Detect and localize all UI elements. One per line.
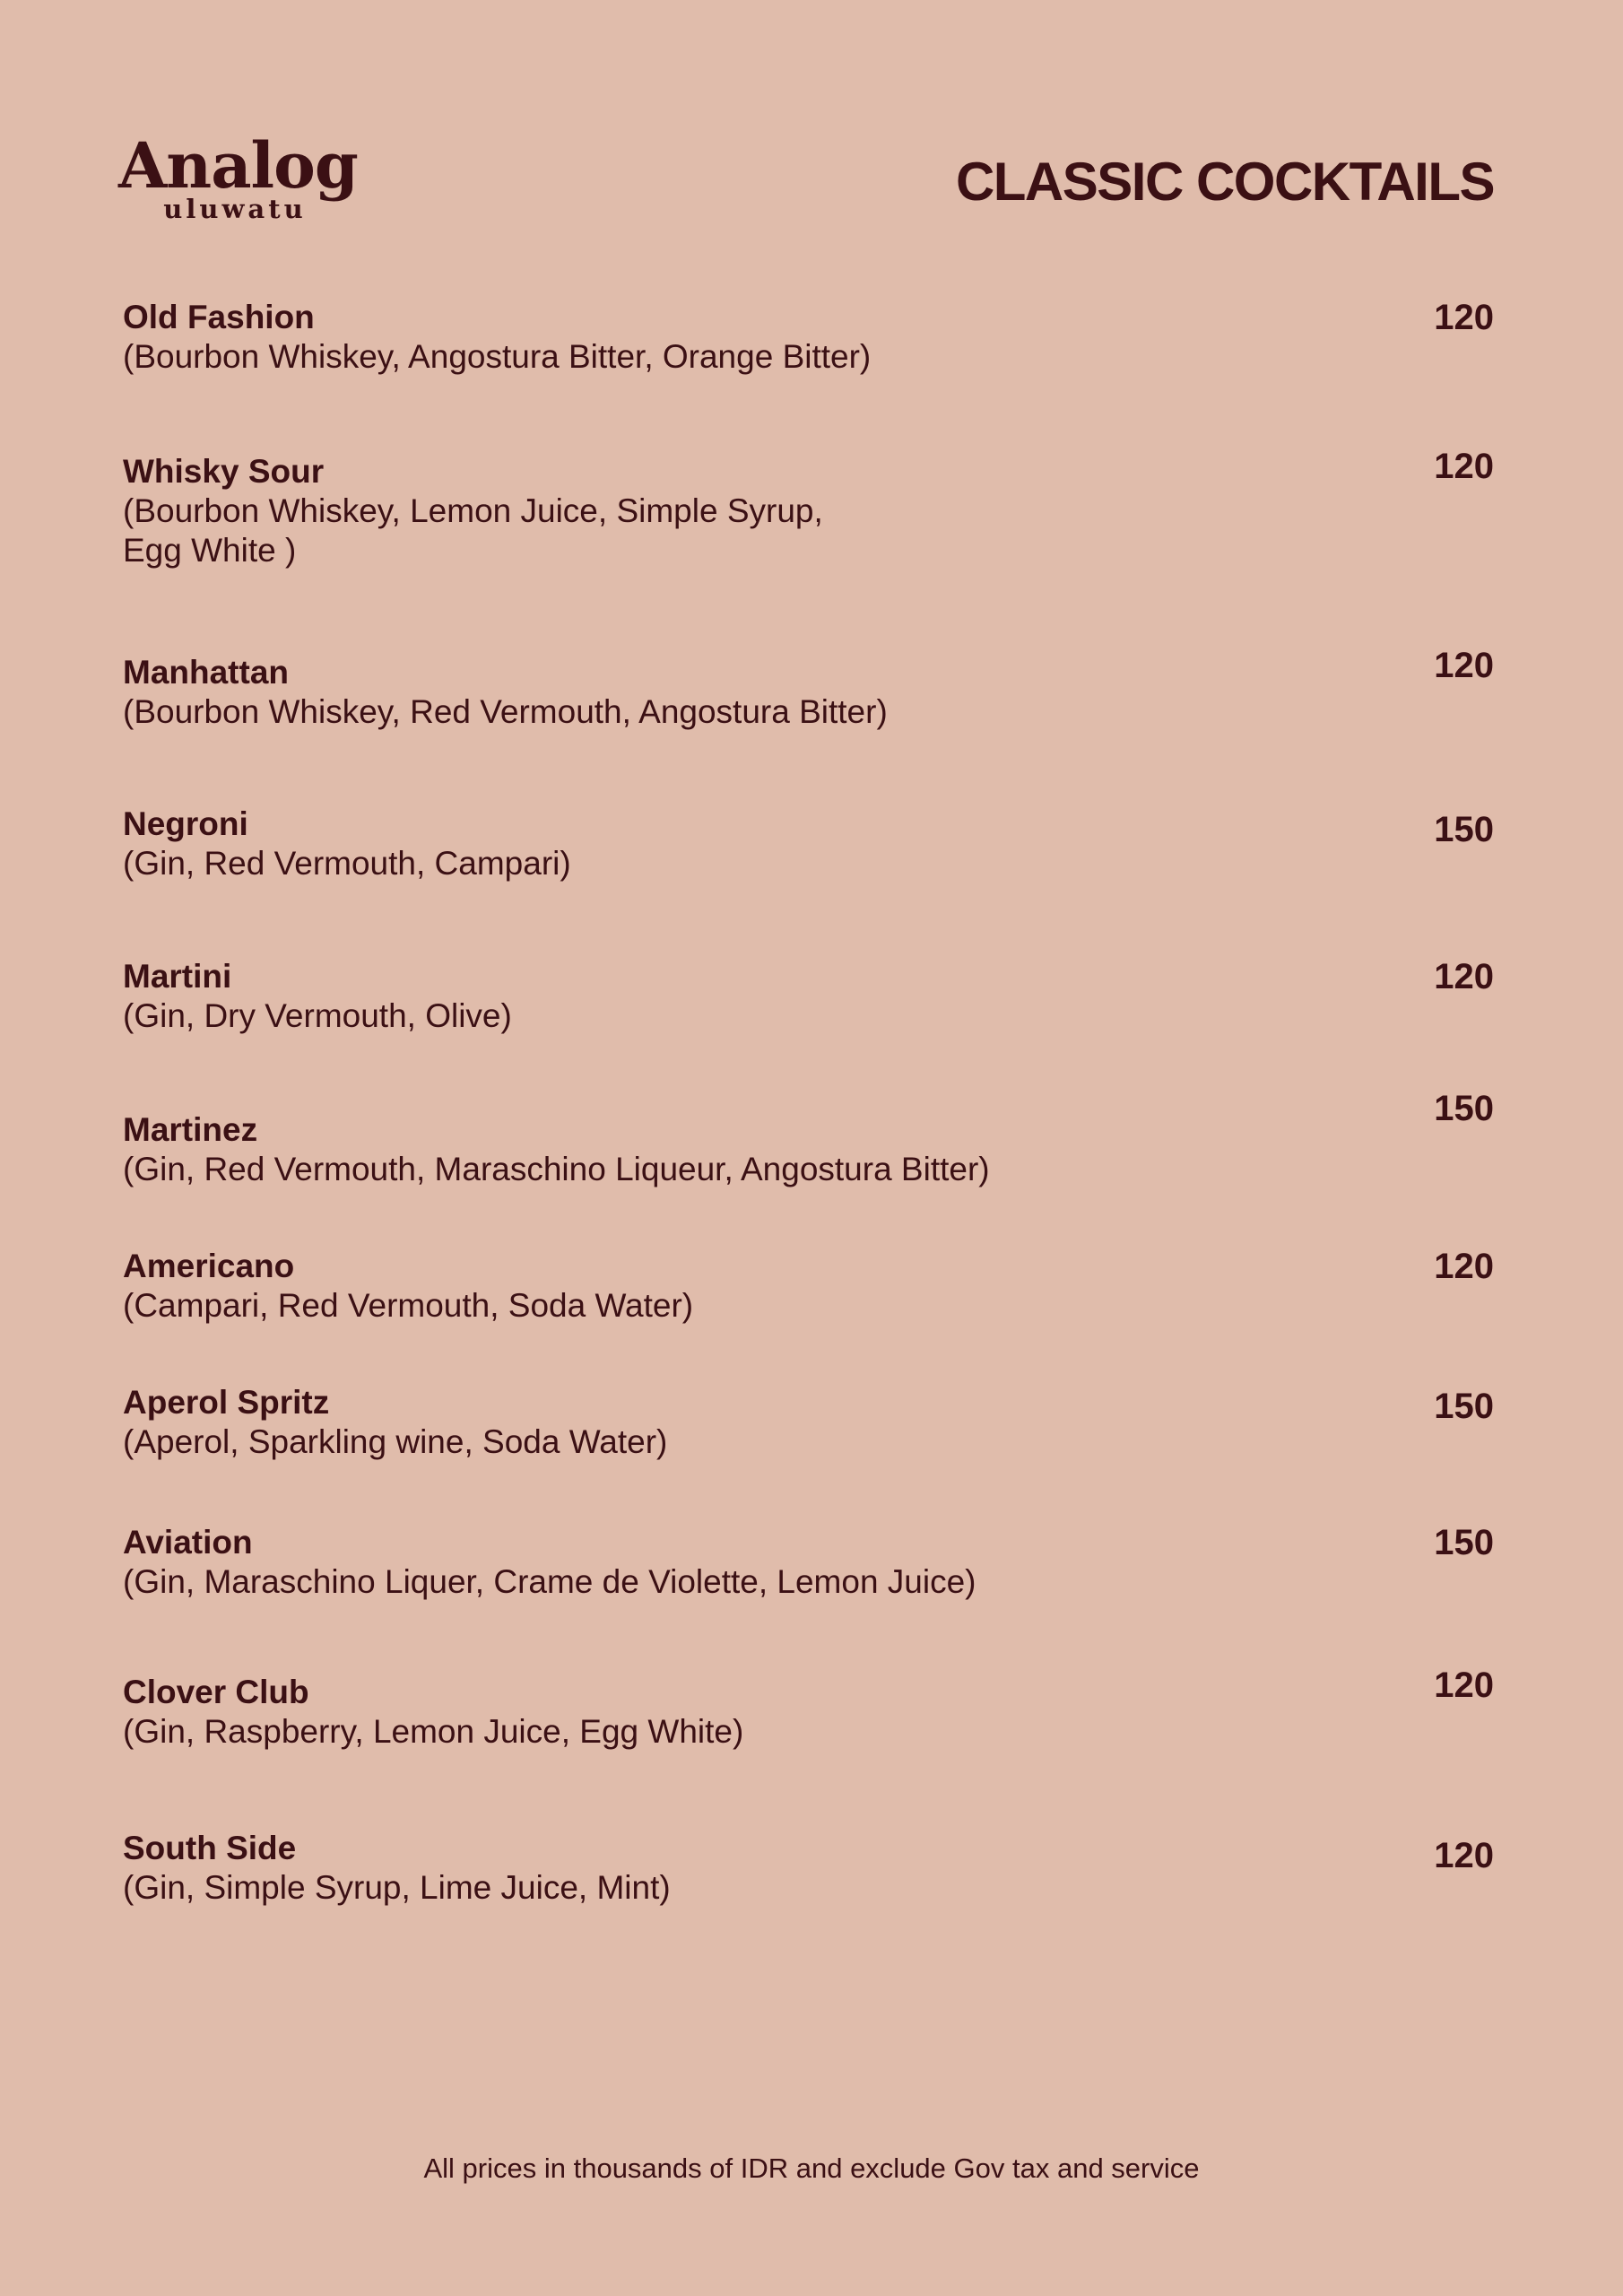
item-price: 150 xyxy=(1434,1523,1494,1562)
item-description: Egg White ) xyxy=(123,532,297,569)
item-name: Martini xyxy=(123,958,232,995)
logo-name: Analog xyxy=(118,128,358,203)
menu-item xyxy=(123,447,1494,570)
item-description: (Gin, Maraschino Liquer, Crame de Violette, Lemon Juice) xyxy=(123,1563,976,1600)
logo xyxy=(118,128,358,224)
menu-item xyxy=(123,1247,1494,1326)
item-price: 150 xyxy=(1434,810,1494,849)
menu-item xyxy=(123,646,1494,732)
item-price: 120 xyxy=(1434,1665,1494,1705)
logo-location: uluwatu xyxy=(163,194,307,224)
item-price: 120 xyxy=(1434,1247,1494,1286)
menu-item xyxy=(123,1383,1494,1462)
item-name: Negroni xyxy=(123,805,248,842)
item-name: South Side xyxy=(123,1830,297,1866)
item-name: Whisky Sour xyxy=(123,453,325,490)
menu-item xyxy=(123,1089,1494,1189)
item-name: Manhattan xyxy=(123,654,289,691)
item-description: (Gin, Red Vermouth, Maraschino Liqueur, Angostura Bitter) xyxy=(123,1151,990,1187)
item-name: Aviation xyxy=(123,1524,253,1561)
menu-item xyxy=(123,804,1494,883)
item-name: Clover Club xyxy=(123,1674,309,1710)
item-name: Martinez xyxy=(123,1111,258,1148)
menu-item xyxy=(123,298,1494,377)
item-price: 150 xyxy=(1434,1387,1494,1426)
item-price: 120 xyxy=(1434,1836,1494,1875)
item-price: 120 xyxy=(1434,298,1494,337)
item-name: Aperol Spritz xyxy=(123,1384,330,1421)
menu-item xyxy=(123,1665,1494,1752)
item-price: 150 xyxy=(1434,1089,1494,1128)
menu-item xyxy=(123,1523,1494,1602)
item-description: (Aperol, Sparkling wine, Soda Water) xyxy=(123,1423,668,1460)
item-description: (Bourbon Whiskey, Lemon Juice, Simple Syrup, xyxy=(123,492,823,529)
item-name: Americano xyxy=(123,1248,295,1284)
page-title: CLASSIC COCKTAILS xyxy=(955,152,1494,212)
item-description: (Campari, Red Vermouth, Soda Water) xyxy=(123,1287,694,1324)
item-name: Old Fashion xyxy=(123,299,315,335)
menu-item xyxy=(123,957,1494,1036)
price-note: All prices in thousands of IDR and exclude Gov tax and service xyxy=(423,2152,1200,2184)
item-description: (Gin, Simple Syrup, Lime Juice, Mint) xyxy=(123,1869,671,1906)
item-description: (Bourbon Whiskey, Red Vermouth, Angostura Bitter) xyxy=(123,693,888,730)
item-description: (Gin, Dry Vermouth, Olive) xyxy=(123,997,512,1034)
item-price: 120 xyxy=(1434,447,1494,486)
item-price: 120 xyxy=(1434,646,1494,685)
item-description: (Gin, Raspberry, Lemon Juice, Egg White) xyxy=(123,1713,744,1750)
item-price: 120 xyxy=(1434,957,1494,996)
menu-item xyxy=(123,1829,1494,1908)
item-description: (Gin, Red Vermouth, Campari) xyxy=(123,845,571,882)
item-description: (Bourbon Whiskey, Angostura Bitter, Orange Bitter) xyxy=(123,338,872,375)
